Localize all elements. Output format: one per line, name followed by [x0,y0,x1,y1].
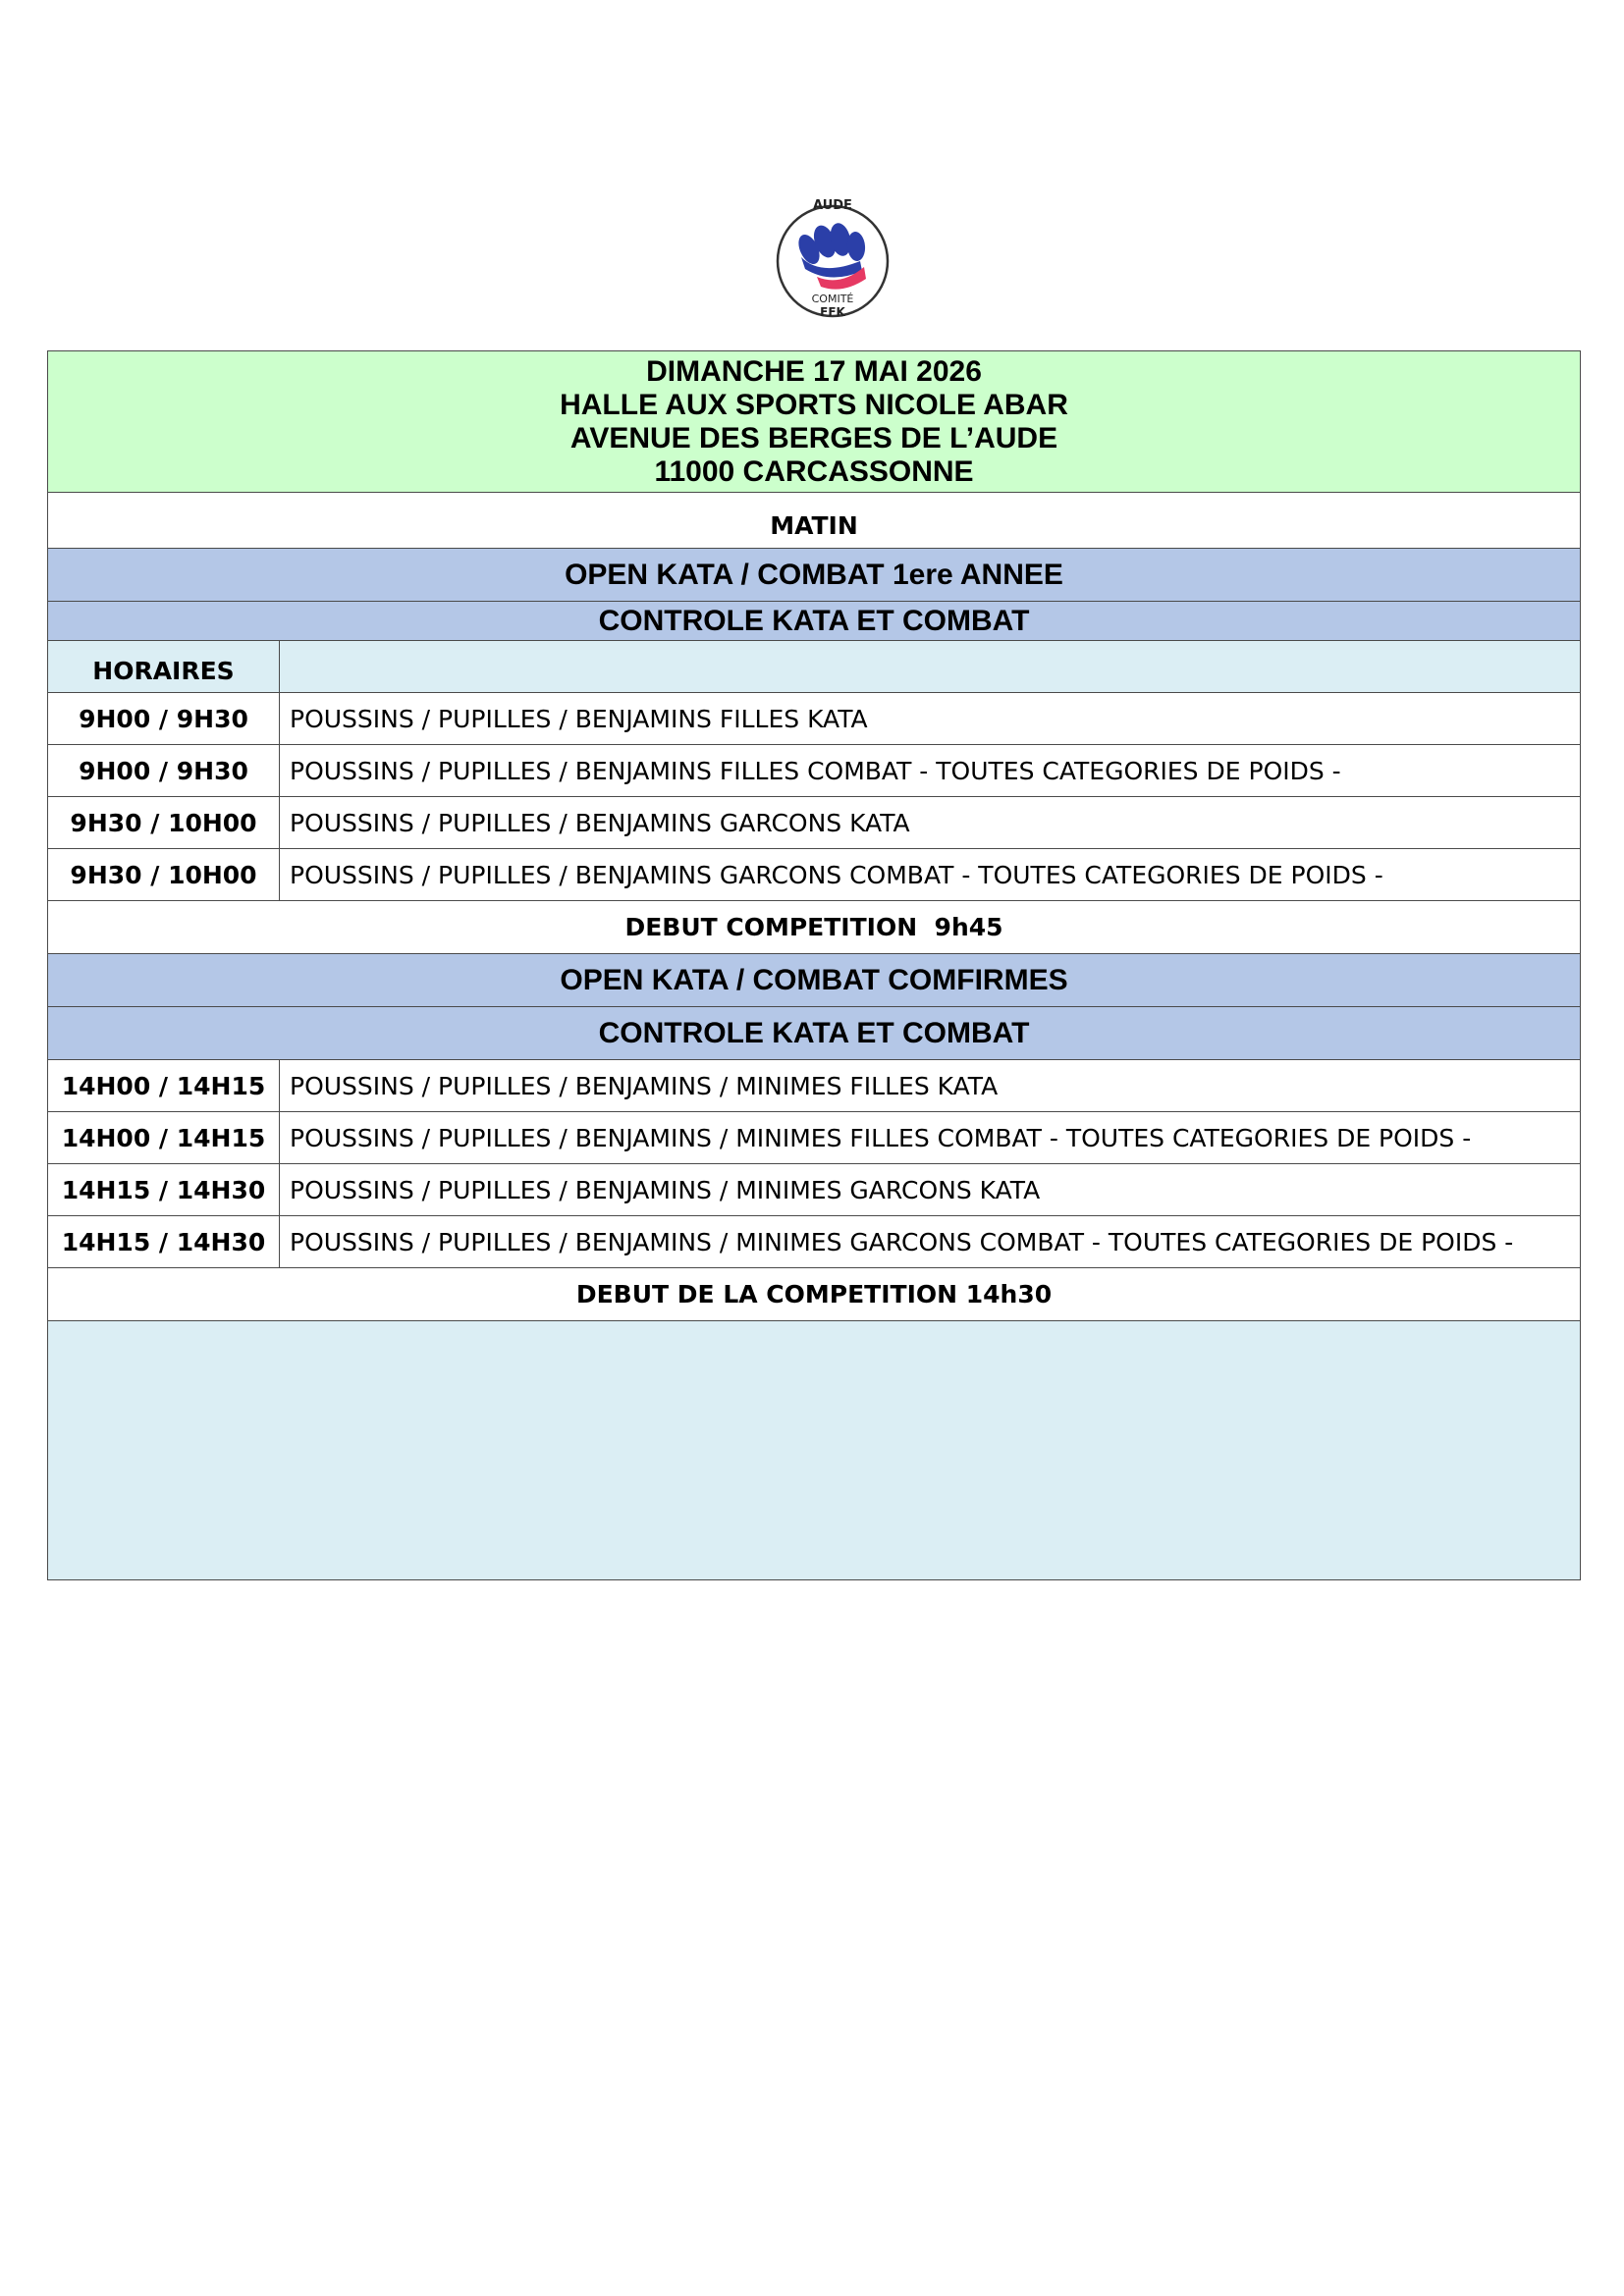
table-row [48,797,1580,849]
table-row [48,1216,1580,1268]
event-header-row [48,351,1580,493]
slot-category: POUSSINS / PUPILLES / BENJAMINS / MINIMES GARCONS COMBAT - TOUTES CATEGORIES DE POIDS - [290,1227,1514,1256]
svg-text:AUDE: AUDE [813,198,852,213]
slot-time: 14H15 / 14H30 [48,1164,280,1215]
notes-row [48,1321,1580,1579]
slot-time: 14H00 / 14H15 [48,1060,280,1111]
table-row [48,1112,1580,1164]
table-row [48,1164,1580,1216]
ffk-aude-logo [772,192,893,326]
slot-time: 9H30 / 10H00 [48,797,280,848]
slot-category: POUSSINS / PUPILLES / BENJAMINS GARCONS COMBAT - TOUTES CATEGORIES DE POIDS - [290,860,1383,889]
table-row [48,745,1580,797]
competition-schedule-table [47,350,1581,1580]
horaires-header: HORAIRES [48,641,280,692]
svg-text:COMITÉ: COMITÉ [811,293,854,305]
columns-header-row [48,641,1580,693]
slot-time: 9H00 / 9H30 [48,745,280,796]
section2-debut: DEBUT DE LA COMPETITION 14h30 [48,1268,1580,1320]
section1-title-row [48,549,1580,602]
fist-emblem-icon [772,192,893,326]
section1-subtitle: CONTROLE KATA ET COMBAT [48,602,1580,640]
slot-category: POUSSINS / PUPILLES / BENJAMINS / MINIMES FILLES KATA [290,1071,999,1100]
section1-title: OPEN KATA / COMBAT 1ere ANNEE [48,549,1580,601]
event-date: DIMANCHE 17 MAI 2026 [646,354,982,388]
event-header [48,351,1580,492]
event-city: 11000 CARCASSONNE [654,454,974,488]
section2-subtitle: CONTROLE KATA ET COMBAT [48,1007,1580,1059]
section2-debut-row [48,1268,1580,1321]
table-row [48,1060,1580,1112]
section2-title: OPEN KATA / COMBAT COMFIRMES [48,954,1580,1006]
section2-subtitle-row [48,1007,1580,1060]
slot-time: 9H00 / 9H30 [48,693,280,744]
table-row [48,849,1580,901]
event-street: AVENUE DES BERGES DE L’AUDE [569,421,1058,454]
category-header [280,641,1580,692]
section1-debut-row [48,901,1580,954]
slot-category: POUSSINS / PUPILLES / BENJAMINS FILLES KATA [290,704,868,733]
event-venue: HALLE AUX SPORTS NICOLE ABAR [560,388,1068,421]
slot-category: POUSSINS / PUPILLES / BENJAMINS FILLES COMBAT - TOUTES CATEGORIES DE POIDS - [290,756,1341,785]
slot-time: 9H30 / 10H00 [48,849,280,900]
matin-row [48,493,1580,549]
table-row [48,693,1580,745]
slot-time: 14H00 / 14H15 [48,1112,280,1163]
section2-title-row [48,954,1580,1007]
notes-area [48,1321,1580,1579]
section1-debut: DEBUT COMPETITION 9h45 [48,901,1580,953]
slot-category: POUSSINS / PUPILLES / BENJAMINS / MINIMES FILLES COMBAT - TOUTES CATEGORIES DE POIDS - [290,1123,1472,1152]
section1-subtitle-row [48,602,1580,641]
matin-label: MATIN [48,493,1580,548]
slot-category: POUSSINS / PUPILLES / BENJAMINS / MINIMES GARCONS KATA [290,1175,1041,1204]
svg-text:FFK: FFK [820,305,845,319]
slot-time: 14H15 / 14H30 [48,1216,280,1267]
slot-category: POUSSINS / PUPILLES / BENJAMINS GARCONS KATA [290,808,910,837]
